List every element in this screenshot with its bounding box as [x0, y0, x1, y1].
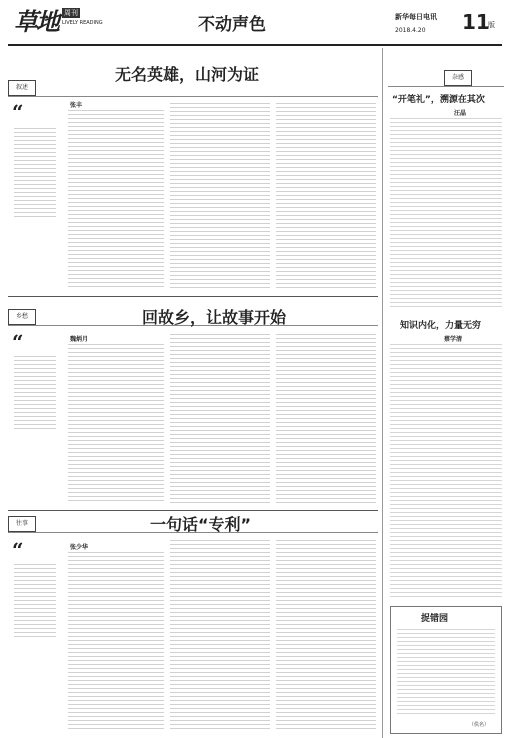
quote-mark-icon: “	[12, 330, 24, 354]
errata-box	[390, 606, 502, 734]
tag-homesick	[8, 309, 36, 325]
byline-1: 张丰	[70, 102, 83, 109]
body-text-1b	[170, 103, 270, 290]
section-title: 不动声色	[198, 15, 266, 35]
tag-label: 乡愁	[15, 313, 28, 320]
byline-3: 张少华	[70, 544, 89, 551]
page-suffix: 版	[488, 21, 495, 29]
tag-label: 往事	[15, 520, 28, 527]
headline-2: 回故乡，让故事开始	[142, 308, 287, 327]
headline-3: 一句话“专利”	[150, 515, 252, 534]
sidebar-headline-2: 知识内化，力量无穷	[400, 321, 482, 331]
body-text-1c	[276, 103, 376, 290]
pullquote-3	[14, 564, 56, 640]
body-text-3a	[68, 552, 164, 732]
tag-reflections	[444, 70, 472, 86]
sidebar-body-1	[390, 118, 502, 310]
pullquote-1	[14, 128, 56, 220]
masthead	[0, 0, 510, 44]
body-text-2c	[276, 334, 376, 504]
sidebar-byline-1: 汪晶	[454, 110, 467, 117]
tag-past-events	[8, 516, 36, 532]
issue-date: 2018.4.20	[395, 27, 426, 34]
errata-note: （佚名）	[469, 722, 490, 728]
errata-content	[397, 629, 495, 717]
body-text-1a	[68, 110, 164, 290]
sidebar-headline-1: “开笔礼”，溯源在其次	[392, 95, 485, 105]
quote-mark-icon: “	[12, 100, 24, 124]
sidebar-byline-2: 蔡学清	[444, 336, 463, 343]
body-text-3c	[276, 540, 376, 732]
headline-1: 无名英雄，山河为证	[115, 65, 260, 84]
page-label: 周刊	[64, 9, 78, 17]
page-sublabel: LIVELY READING	[62, 20, 103, 26]
body-text-3b	[170, 540, 270, 732]
page-number: 11	[462, 10, 490, 34]
logo: 草地	[14, 7, 58, 36]
tag-label: 叙述	[15, 84, 28, 91]
quote-mark-icon: “	[12, 538, 24, 562]
tag-narration	[8, 80, 36, 96]
tag-label: 杂感	[451, 74, 464, 81]
sidebar-body-2	[390, 344, 502, 600]
byline-2: 魏炳月	[70, 336, 89, 343]
pullquote-2	[14, 356, 56, 432]
body-text-2a	[68, 344, 164, 504]
errata-title: 捉错园	[421, 614, 449, 624]
body-text-2b	[170, 334, 270, 504]
paper-name: 新华每日电讯	[395, 13, 437, 21]
